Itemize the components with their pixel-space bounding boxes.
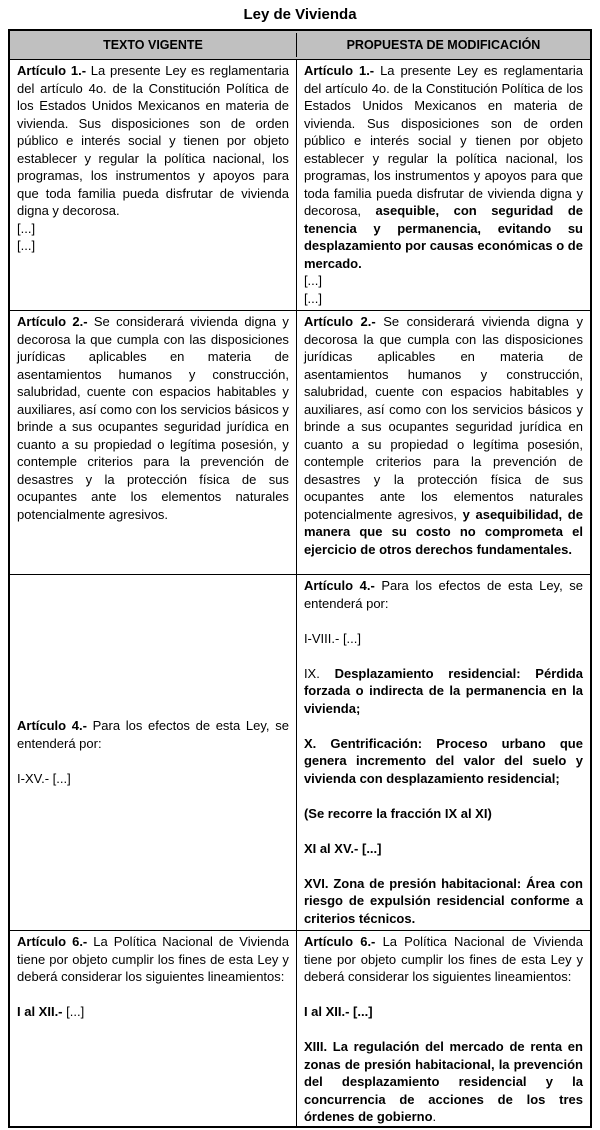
text-run-bold: Artículo 4.- bbox=[17, 718, 93, 733]
blank-line bbox=[304, 647, 583, 665]
paragraph bbox=[304, 290, 583, 308]
text-run-bold: Desplazamiento residencial: Pérdida forzada o indirecta de la permanencia en la vivienda; bbox=[303, 665, 583, 716]
text-run-bold: Artículo 6.- bbox=[17, 934, 94, 949]
text-run: La Política Nacional de Vivienda tiene por objeto cumplir los fines de esta Ley y deberá considerar los siguientes lineamientos: bbox=[17, 934, 289, 984]
text-run: La presente Ley es reglamentaria del artículo 4o. de la Constitución Política de los Estados Unidos Mexicanos en materia de vivienda. Sus disposiciones son de orden público e interés social y tienen por objeto establecer y regular la política nacional, los programas, los instrumentos y apoyos para que toda familia pueda disfrutar de vivienda digna y decorosa. bbox=[17, 63, 289, 218]
cell-articulo-1-left bbox=[10, 60, 296, 310]
paragraph bbox=[17, 220, 289, 238]
paragraph bbox=[304, 62, 583, 272]
cell-articulo-2-right bbox=[296, 311, 590, 574]
text-run-bold: XVI. Zona de presión habitacional: Área con riesgo de expulsión residencial conforme a criterios técnicos. bbox=[303, 875, 583, 926]
paragraph bbox=[304, 1038, 583, 1126]
text-run: Para los efectos de esta Ley, se entenderá por: bbox=[17, 718, 289, 751]
column-header-texto-vigente: TEXTO VIGENTE bbox=[103, 38, 203, 52]
text-run: La presente Ley es reglamentaria del artículo 4o. de la Constitución Política de los Estados Unidos Mexicanos en materia de vivienda. Sus disposiciones son de orden público e interés social y tienen por objeto establecer y regular la política nacional, los programas, los instrumentos y apoyos para que toda familia pueda disfrutar de vivienda digna y decorosa, bbox=[303, 63, 583, 218]
paragraph bbox=[304, 1003, 583, 1021]
text-run-bold: X. Gentrificación: Proceso urbano que genera incremento del valor del suelo y vivienda con desplazamiento residencial; bbox=[303, 735, 583, 786]
paragraph bbox=[304, 735, 583, 788]
text-run: Para los efectos de esta Ley, se entenderá por: bbox=[303, 578, 583, 611]
text-run: IX. bbox=[303, 665, 335, 681]
paragraph bbox=[17, 313, 289, 523]
paragraph bbox=[304, 933, 583, 986]
paragraph bbox=[17, 1003, 289, 1021]
comparison-table bbox=[8, 29, 592, 1128]
table-header-row bbox=[10, 31, 590, 59]
table-row-articulo-1 bbox=[10, 59, 590, 310]
text-run-bold: y asequibilidad, de manera que su costo no comprometa el ejercicio de otros derechos fundamentales. bbox=[303, 506, 583, 557]
column-header-propuesta-de-modificacion: PROPUESTA DE MODIFICACIÓN bbox=[296, 33, 590, 57]
blank-line bbox=[304, 822, 583, 840]
text-run-bold: Artículo 4.- bbox=[303, 578, 382, 593]
blank-line bbox=[304, 787, 583, 805]
paragraph bbox=[17, 770, 289, 788]
blank-line bbox=[304, 986, 583, 1004]
cell-articulo-4-left bbox=[10, 575, 296, 930]
text-run-bold: Artículo 1.- bbox=[17, 63, 91, 78]
table-row-articulo-2 bbox=[10, 310, 590, 574]
text-run-bold: XIII. La regulación del mercado de renta en zonas de presión habitacional, la prevención del desplazamiento residencial y la concurrencia de acciones de los tres órdenes de gobierno bbox=[303, 1039, 583, 1124]
text-run-bold: Artículo 6.- bbox=[303, 934, 383, 949]
text-run: Se considerará vivienda digna y decorosa la que cumpla con las disposiciones jurídicas aplicables en materia de asentamientos humanos y construcción, salubridad, cuente con espacios habitables y auxiliares, así como con los servicios básicos y brinde a sus ocupantes seguridad jurídica en cuanto a su propiedad o legítima posesión, y contemple criterios para la prevención de desastres y la protección física de sus ocupantes ante los elementos naturales potencialmente agresivos. bbox=[17, 314, 289, 522]
paragraph bbox=[304, 805, 583, 823]
cell-articulo-4-right bbox=[296, 575, 590, 930]
text-run: I-XV.- [...] bbox=[17, 770, 71, 786]
paragraph bbox=[304, 665, 583, 718]
paragraph bbox=[17, 237, 289, 255]
document-title: Ley de Vivienda bbox=[243, 6, 357, 23]
cell-articulo-6-right bbox=[296, 931, 590, 1128]
blank-line bbox=[304, 1021, 583, 1039]
text-run-bold: Artículo 2.- bbox=[303, 314, 384, 329]
text-run-bold: I al XII.- bbox=[17, 1004, 67, 1019]
paragraph bbox=[17, 717, 289, 752]
blank-line bbox=[17, 986, 289, 1004]
text-run-bold: Artículo 2.- bbox=[17, 314, 94, 329]
table-row-articulo-4 bbox=[10, 574, 590, 930]
blank-line bbox=[304, 612, 583, 630]
text-run-bold: I al XII.- [...] bbox=[303, 1004, 373, 1019]
text-run-bold: asequible, con seguridad de tenencia y permanencia, evitando su desplazamiento por causas económicas o de mercado. bbox=[303, 203, 583, 271]
text-run-bold: (Se recorre la fracción IX al XI) bbox=[303, 805, 492, 821]
text-run-bold: XI al XV.- [...] bbox=[303, 840, 382, 856]
text-run: La Política Nacional de Vivienda tiene por objeto cumplir los fines de esta Ley y deberá considerar los siguientes lineamientos: bbox=[303, 934, 583, 984]
paragraph bbox=[17, 933, 289, 986]
paragraph bbox=[17, 62, 289, 220]
text-run: . bbox=[432, 1109, 437, 1124]
text-run: [...] bbox=[303, 290, 322, 306]
paragraph bbox=[304, 630, 583, 648]
table-row-articulo-6 bbox=[10, 930, 590, 1128]
text-run: I-VIII.- [...] bbox=[303, 630, 361, 646]
cell-articulo-6-left bbox=[10, 931, 296, 1128]
text-run: Se considerará vivienda digna y decorosa la que cumpla con las disposiciones jurídicas aplicables en materia de asentamientos humanos y construcción, salubridad, cuente con espacios habitables y auxiliares, así como con los servicios básicos y brinde a sus ocupantes seguridad jurídica en cuanto a su propiedad o legítima posesión, contemple criterios para la prevención de desastres y la protección física de sus ocupantes ante los elementos naturales potencialmente agresivos, bbox=[303, 314, 583, 522]
cell-articulo-1-right bbox=[296, 60, 590, 310]
text-run: [...] bbox=[17, 220, 36, 236]
paragraph bbox=[304, 577, 583, 612]
blank-line bbox=[304, 857, 583, 875]
text-run: [...] bbox=[303, 273, 322, 288]
text-run-bold: Artículo 1.- bbox=[303, 63, 381, 78]
cell-articulo-2-left bbox=[10, 311, 296, 574]
text-run: [...] bbox=[17, 238, 36, 253]
paragraph bbox=[304, 313, 583, 558]
blank-line bbox=[304, 717, 583, 735]
text-run: [...] bbox=[66, 1004, 85, 1019]
paragraph bbox=[304, 272, 583, 290]
blank-line bbox=[17, 752, 289, 770]
paragraph bbox=[304, 840, 583, 858]
paragraph bbox=[304, 875, 583, 928]
